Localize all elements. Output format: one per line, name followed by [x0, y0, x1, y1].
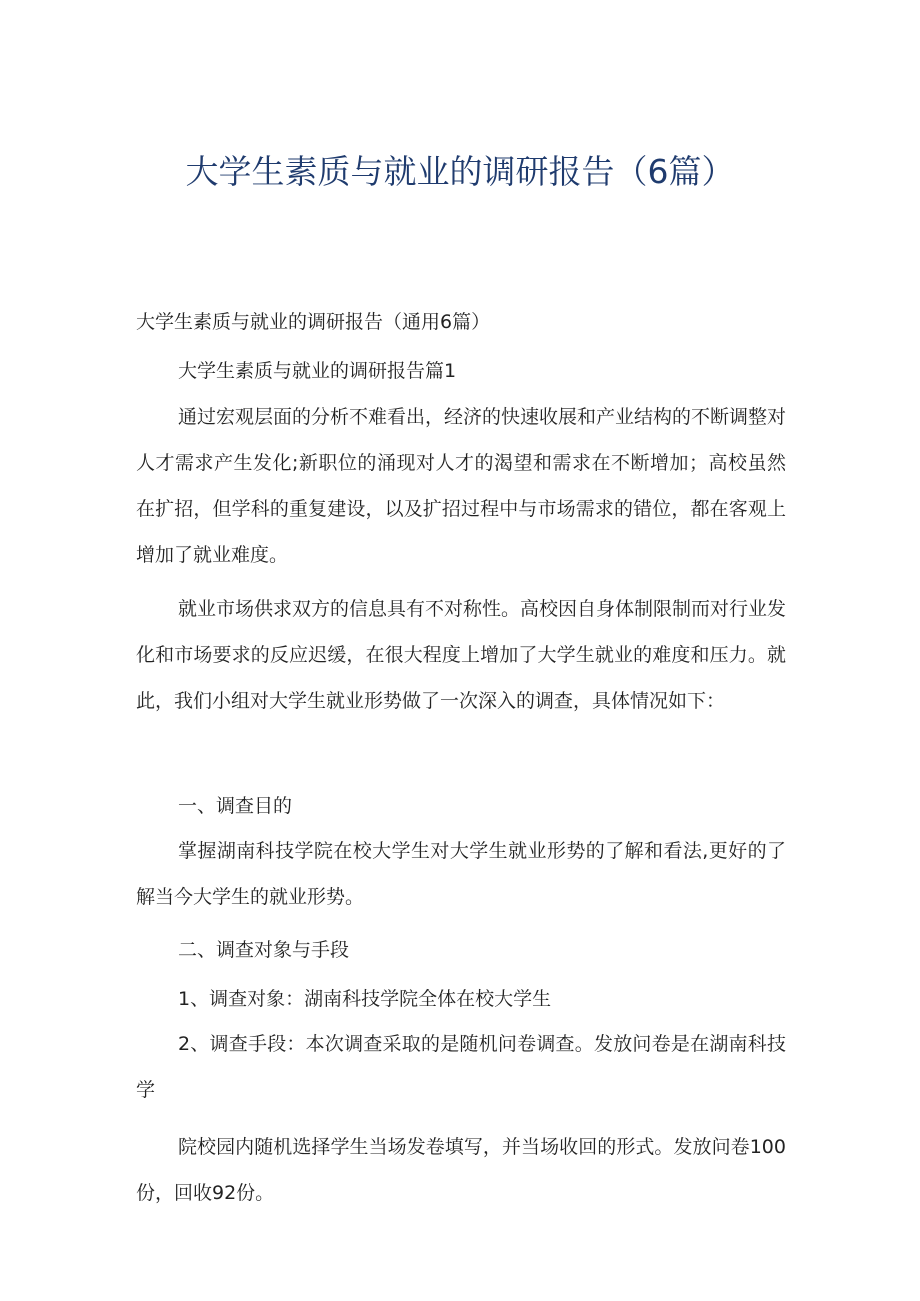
paragraph-2: 就业市场供求双方的信息具有不对称性。高校因自身体制限制而对行业发化和市场要求的反应迟缓，在很大程度上增加了大学生就业的难度和压力。就此，我们小组对大学生就业形势做了一次深入的调查，具体情况如下： [136, 598, 787, 712]
paragraph-4: 2、调查手段：本次调查采取的是随机问卷调查。发放问卷是在湖南科技学 [136, 1033, 786, 1101]
paragraph-5: 院校园内随机选择学生当场发卷填写，并当场收回的形式。发放问卷100份，回收92份。 [136, 1136, 786, 1204]
list-item-survey-object: 1、调查对象：湖南科技学院全体在校大学生 [178, 988, 552, 1010]
paragraph-1: 通过宏观层面的分析不难看出，经济的快速收展和产业结构的不断调整对人才需求产生发化;新职位的涌现对人才的渴望和需求在不断增加；高校虽然在扩招，但学科的重复建设，以及扩招过程中与市场需求的错位，都在客观上增加了就业难度。 [136, 406, 787, 566]
paragraph-3: 掌握湖南科技学院在校大学生对大学生就业形势的了解和看法,更好的了解当今大学生的就业形势。 [136, 840, 786, 908]
page-title: 大学生素质与就业的调研报告（6篇） [185, 152, 735, 191]
heading-survey-subjects: 二、调查对象与手段 [178, 939, 350, 961]
document-subtitle: 大学生素质与就业的调研报告（通用6篇） [136, 311, 491, 333]
section-title: 大学生素质与就业的调研报告篇1 [178, 360, 457, 382]
heading-survey-purpose: 一、调查目的 [178, 795, 293, 817]
